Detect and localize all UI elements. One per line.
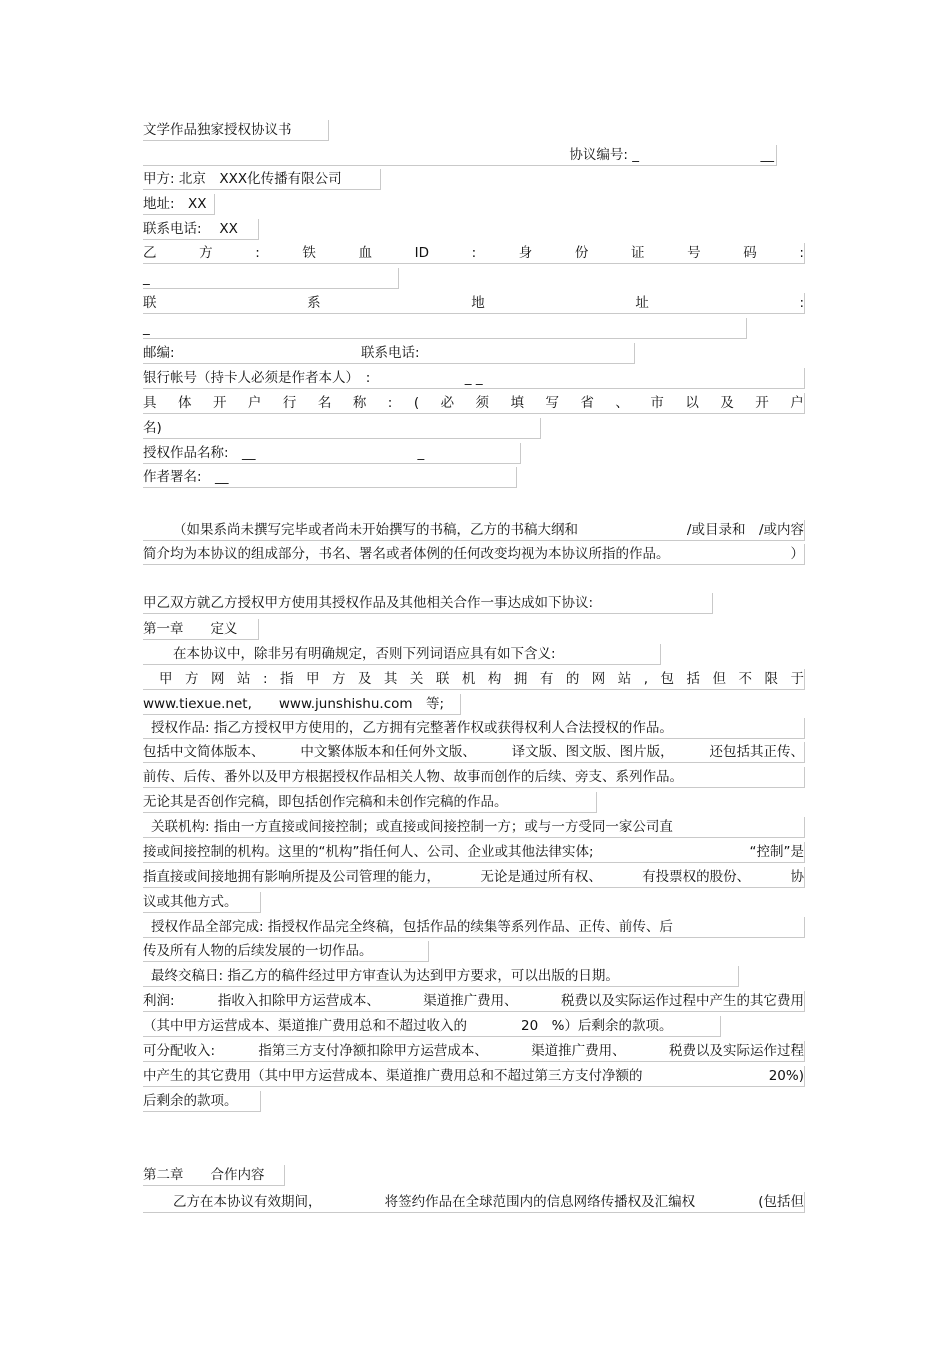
party-b-row — [143, 243, 805, 264]
affiliate-definition-4: 议或其他方式。 — [143, 892, 261, 913]
text-segment: 开 — [755, 395, 769, 411]
party-a-phone: 联系电话: XX — [143, 219, 259, 240]
text-segment: 及 — [357, 671, 372, 687]
chapter-2-paragraph-1 — [143, 1192, 805, 1213]
text-segment: : — [255, 245, 260, 261]
profit-definition-2: （其中甲方运营成本、渠道推广费用总和不超过收入的 20 %）后剩余的款项。 — [143, 1016, 721, 1037]
text-segment: 指 — [279, 671, 294, 687]
text-segment: 有 — [539, 671, 554, 687]
work-definition-1: 授权作品: 指乙方授权甲方使用的，乙方拥有完整著作权或获得权利人合法授权的作品。 — [143, 718, 805, 739]
text-segment: 不 — [738, 671, 752, 687]
text-segment: 乙 — [143, 245, 157, 261]
text-segment: 中产生的其它费用（其中甲方运营成本、渠道推广费用总和不超过第三方支付净额的 — [143, 1068, 643, 1084]
doc-title: 文学作品独家授权协议书 — [143, 120, 329, 141]
profit-definition-1 — [143, 991, 805, 1012]
site-urls: www.tiexue.net, www.junshishu.com 等; — [143, 694, 461, 715]
text-segment: 方 — [331, 671, 346, 687]
text-segment: 译文版、图文版、图片版， — [511, 744, 674, 760]
text-segment: 指第三方支付净额扣除甲方运营成本、 — [258, 1043, 488, 1059]
complete-definition-1: 授权作品全部完成: 指授权作品完全终稿，包括作品的续集等系列作品、正传、前传、后 — [143, 917, 805, 938]
text-segment: 具 — [143, 395, 157, 411]
text-segment: 市 — [650, 395, 664, 411]
text-segment: 括 — [686, 671, 701, 687]
text-segment: 码 — [743, 245, 757, 261]
text-segment: 拥 — [513, 671, 528, 687]
final-delivery-date: 最终交稿日: 指乙方的稿件经过甲方审查认为达到甲方要求，可以出版的日期。 — [143, 966, 739, 987]
text-segment: 渠道推广费用、 — [423, 993, 518, 1009]
agreement-number: 协议编号: _ __ — [143, 145, 777, 166]
text-segment: 方 — [199, 245, 213, 261]
text-segment: : — [799, 295, 804, 311]
text-segment: 甲 — [159, 671, 173, 687]
work-definition-2 — [143, 742, 805, 763]
text-segment: : — [387, 395, 393, 411]
postcode-phone-label: 联系电话: — [361, 345, 420, 361]
text-segment: 以 — [685, 395, 699, 411]
text-segment: 户 — [247, 395, 262, 411]
text-segment: 乙方在本协议有效期间， — [173, 1194, 322, 1210]
bank-name-end: 名) — [143, 418, 541, 439]
text-segment: 省 — [580, 395, 594, 411]
postcode-row — [143, 343, 635, 364]
text-segment: 网 — [591, 671, 606, 687]
site-definition-row — [143, 669, 805, 690]
text-segment: 无论是通过所有权、 — [480, 869, 602, 885]
distributable-income-2 — [143, 1066, 805, 1087]
text-segment: 20%) — [768, 1068, 804, 1084]
text-segment: 名 — [317, 395, 332, 411]
text-segment: 机 — [461, 671, 476, 687]
text-segment: 地 — [471, 295, 485, 311]
text-segment: 行 — [282, 395, 297, 411]
text-segment: 、 — [615, 395, 629, 411]
text-segment: : — [262, 671, 268, 687]
work-definition-4: 无论其是否创作完稿，即包括创作完稿和未创作完稿的作品。 — [143, 792, 597, 813]
text-segment: , — [643, 671, 649, 687]
chapter-1-intro: 在本协议中，除非另有明确规定，否则下列词语应具有如下含义: — [143, 644, 661, 665]
text-segment: （如果系尚未撰写完毕或者尚未开始撰写的书稿，乙方的书稿大纲和 — [173, 522, 578, 538]
text-segment: 网 — [210, 671, 225, 687]
text-segment: 协 — [790, 869, 804, 885]
text-segment: 的 — [565, 671, 580, 687]
text-segment: 中文繁体版本和任何外文版、 — [300, 744, 476, 760]
text-segment: ID — [414, 245, 429, 261]
text-segment: 号 — [687, 245, 701, 261]
text-segment: 关 — [409, 671, 424, 687]
postcode-label: 邮编: — [143, 345, 175, 361]
text-segment: 联 — [143, 295, 157, 311]
text-segment: ( — [413, 395, 420, 411]
text-segment: 渠道推广费用、 — [531, 1043, 626, 1059]
text-segment: 称 — [352, 395, 367, 411]
party-a: 甲方: 北京 XXX化传播有限公司 — [143, 169, 381, 190]
text-segment: 其 — [383, 671, 398, 687]
text-segment: 于 — [790, 671, 804, 687]
text-segment: 站 — [236, 671, 251, 687]
party-b-blank: _ — [143, 268, 399, 289]
text-segment: 铁 — [302, 245, 316, 261]
text-segment: 写 — [545, 395, 559, 411]
text-segment: 有投票权的股份、 — [642, 869, 751, 885]
text-segment: /或目录和 /或内容 — [686, 522, 804, 538]
text-segment: 构 — [487, 671, 502, 687]
text-segment: 还包括其正传、 — [709, 744, 804, 760]
text-segment: 但 — [712, 671, 727, 687]
authorized-work-name: 授权作品名称: __ _ — [143, 443, 521, 464]
text-segment: 户 — [790, 395, 804, 411]
bank-account: 银行帐号（持卡人必须是作者本人） : _ _ — [143, 368, 805, 389]
text-segment: 系 — [307, 295, 321, 311]
text-segment: 税费以及实际运作过程中产生的其它费用 — [561, 993, 804, 1009]
text-segment: 址 — [635, 295, 649, 311]
text-segment: 及 — [720, 395, 734, 411]
text-segment: 甲 — [305, 671, 320, 687]
affiliate-definition-1: 关联机构: 指由一方直接或间接控制；或直接或间接控制一方；或与一方受同一家公司直 — [143, 817, 805, 838]
text-segment: 包括中文简体版本、 — [143, 744, 265, 760]
text-segment: 可分配收入: — [143, 1043, 216, 1059]
text-segment: 税费以及实际运作过程 — [669, 1043, 804, 1059]
text-segment: 将签约作品在全球范围内的信息网络传播权及汇编权 — [384, 1194, 696, 1210]
note-line-1 — [143, 520, 805, 541]
text-segment: 限 — [764, 671, 778, 687]
text-segment: 简介均为本协议的组成部分，书名、署名或者体例的任何改变均视为本协议所指的作品。 — [143, 546, 670, 562]
bank-name-row — [143, 393, 805, 414]
affiliate-definition-3 — [143, 867, 805, 888]
chapter-1-title: 第一章 定义 — [143, 619, 259, 640]
preamble: 甲乙双方就乙方授权甲方使用其授权作品及其他相关合作一事达成如下协议: — [143, 593, 713, 614]
text-segment: 利润: — [143, 993, 175, 1009]
text-segment: : — [471, 245, 477, 261]
text-segment: ） — [790, 546, 804, 562]
note-line-2 — [143, 544, 805, 565]
text-segment: 份 — [574, 245, 589, 261]
complete-definition-2: 传及所有人物的后续发展的一切作品。 — [143, 941, 429, 962]
party-a-address: 地址: XX — [143, 194, 215, 215]
text-segment: : — [799, 245, 804, 261]
text-segment: 指直接或间接地拥有影响所提及公司管理的能力， — [143, 869, 440, 885]
text-segment: 体 — [177, 395, 192, 411]
text-segment: 填 — [510, 395, 524, 411]
distributable-income-1 — [143, 1041, 805, 1062]
text-segment: 站 — [617, 671, 632, 687]
text-segment: 证 — [631, 245, 645, 261]
distributable-income-3: 后剩余的款项。 — [143, 1091, 261, 1112]
text-segment: 指收入扣除甲方运营成本、 — [217, 993, 380, 1009]
text-segment: 血 — [358, 245, 372, 261]
text-segment: 包 — [660, 671, 675, 687]
author-pen-name: 作者署名: __ — [143, 467, 517, 488]
text-segment: 开 — [212, 395, 227, 411]
text-segment: 须 — [475, 395, 490, 411]
contact-address-row — [143, 293, 805, 314]
text-segment: 身 — [518, 245, 533, 261]
text-segment: 联 — [435, 671, 450, 687]
text-segment: (包括但 — [758, 1194, 804, 1210]
text-segment: 必 — [440, 395, 455, 411]
affiliate-definition-2 — [143, 842, 805, 863]
work-definition-3: 前传、后传、番外以及甲方根据授权作品相关人物、故事而创作的后续、旁支、系列作品。 — [143, 767, 805, 788]
chapter-2-title: 第二章 合作内容 — [143, 1165, 285, 1186]
contact-address-blank: _ — [143, 318, 747, 339]
text-segment: 方 — [184, 671, 199, 687]
text-segment: 接或间接控制的机构。这里的“机构”指任何人、公司、企业或其他法律实体; — [143, 844, 594, 860]
text-segment: “控制”是 — [749, 844, 804, 860]
